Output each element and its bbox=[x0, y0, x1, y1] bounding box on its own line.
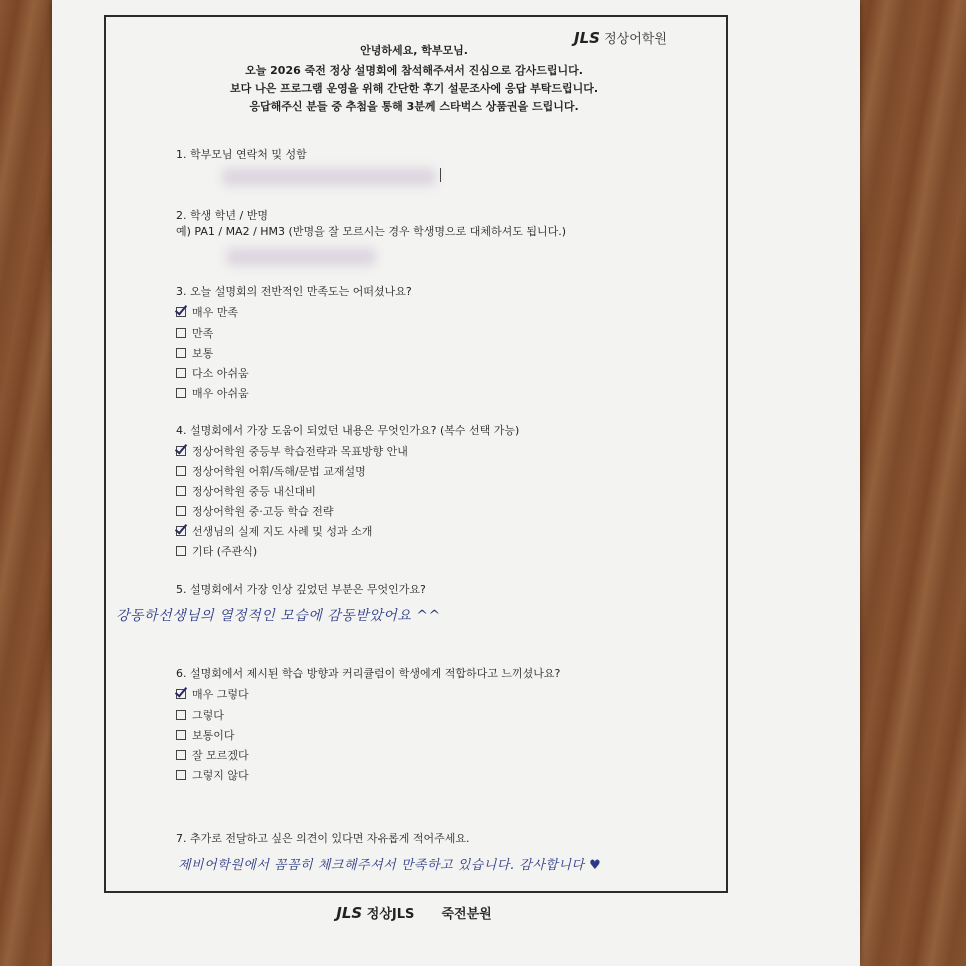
pen-mark bbox=[440, 168, 441, 182]
intro-line-3: 보다 나은 프로그램 운영을 위해 간단한 후기 설문조사에 응답 부탁드립니다. bbox=[229, 82, 599, 95]
checkbox[interactable] bbox=[176, 750, 186, 760]
checkbox[interactable] bbox=[176, 526, 186, 536]
footer-branch-name: 죽전분원 bbox=[441, 907, 492, 922]
q6-option-label: 그렇다 bbox=[192, 709, 224, 722]
footer-brand bbox=[104, 903, 724, 922]
q6-option[interactable] bbox=[176, 686, 249, 702]
checkbox[interactable] bbox=[176, 328, 186, 338]
q6-option[interactable] bbox=[176, 727, 235, 743]
q4-option-label: 선생님의 실제 지도 사례 및 성과 소개 bbox=[192, 525, 373, 538]
header-logo-text: 정상어학원 bbox=[604, 32, 667, 47]
q7-handwritten-answer[interactable]: 제비어학원에서 꼼꼼히 체크해주셔서 만족하고 있습니다. 감사합니다 ♥ bbox=[178, 858, 602, 873]
q3-option-label: 다소 아쉬움 bbox=[192, 367, 249, 380]
q3-option[interactable] bbox=[176, 385, 249, 401]
checkbox[interactable] bbox=[176, 486, 186, 496]
q4-option-label: 정상어학원 중·고등 학습 전략 bbox=[192, 505, 334, 518]
checkbox[interactable] bbox=[176, 388, 186, 398]
q6-option-label: 보통이다 bbox=[192, 729, 235, 742]
question-7-title: 7. 추가로 전달하고 싶은 의견이 있다면 자유롭게 적어주세요. bbox=[176, 832, 470, 845]
redacted-contact bbox=[222, 168, 436, 186]
q3-option[interactable] bbox=[176, 365, 249, 381]
q4-option-label: 정상어학원 중등부 학습전략과 목표방향 안내 bbox=[192, 445, 408, 458]
footer-brand-name: 정상JLS bbox=[366, 907, 415, 922]
q4-option[interactable] bbox=[176, 463, 366, 479]
q6-option-label: 잘 모르겠다 bbox=[192, 749, 249, 762]
checkbox[interactable] bbox=[176, 348, 186, 358]
checkbox[interactable] bbox=[176, 307, 186, 317]
q3-option-label: 매우 만족 bbox=[192, 306, 239, 319]
checkbox[interactable] bbox=[176, 770, 186, 780]
checkbox[interactable] bbox=[176, 546, 186, 556]
q4-option[interactable] bbox=[176, 443, 408, 459]
q4-option[interactable] bbox=[176, 503, 334, 519]
question-1-title: 1. 학부모님 연락처 및 성함 bbox=[176, 148, 307, 161]
q4-option-label: 정상어학원 중등 내신대비 bbox=[192, 485, 316, 498]
checkbox[interactable] bbox=[176, 446, 186, 456]
q3-option-label: 매우 아쉬움 bbox=[192, 387, 249, 400]
checkbox[interactable] bbox=[176, 710, 186, 720]
q4-option-label: 정상어학원 어휘/독해/문법 교재설명 bbox=[192, 465, 366, 478]
checkbox[interactable] bbox=[176, 730, 186, 740]
q3-option-label: 보통 bbox=[192, 347, 214, 360]
q6-option[interactable] bbox=[176, 747, 249, 763]
q4-option[interactable] bbox=[176, 483, 316, 499]
question-2-title: 2. 학생 학년 / 반명 bbox=[176, 209, 268, 222]
q3-option[interactable] bbox=[176, 345, 213, 361]
q3-option[interactable] bbox=[176, 325, 213, 341]
intro-line-4: 응답해주신 분들 중 추첨을 통해 3분께 스타벅스 상품권을 드립니다. bbox=[249, 100, 579, 113]
question-6-title: 6. 설명회에서 제시된 학습 방향과 커리큘럼이 학생에게 적합하다고 느끼셨나요? bbox=[176, 667, 561, 680]
checkbox[interactable] bbox=[176, 689, 186, 699]
checkbox[interactable] bbox=[176, 466, 186, 476]
checkbox[interactable] bbox=[176, 368, 186, 378]
footer-jls-logo-mark: JLS bbox=[336, 904, 363, 922]
jls-logo-mark: JLS bbox=[574, 29, 600, 47]
q6-option[interactable] bbox=[176, 707, 224, 723]
q5-handwritten-answer[interactable]: 강동하선생님의 열정적인 모습에 감동받았어요 ^^ bbox=[116, 608, 441, 624]
intro-line-1: 안녕하세요, 학부모님. bbox=[360, 44, 468, 57]
question-3-title: 3. 오늘 설명회의 전반적인 만족도는 어떠셨나요? bbox=[176, 285, 412, 298]
q3-option-label: 만족 bbox=[192, 327, 214, 340]
q6-option-label: 매우 그렇다 bbox=[192, 688, 249, 701]
question-4-title: 4. 설명회에서 가장 도움이 되었던 내용은 무엇인가요? (복수 선택 가능) bbox=[176, 424, 520, 437]
checkbox[interactable] bbox=[176, 506, 186, 516]
question-5-title: 5. 설명회에서 가장 인상 깊었던 부분은 무엇인가요? bbox=[176, 583, 426, 596]
q6-option[interactable] bbox=[176, 767, 249, 783]
q4-option[interactable] bbox=[176, 523, 372, 539]
q3-option[interactable] bbox=[176, 304, 238, 320]
q6-option-label: 그렇지 않다 bbox=[192, 769, 249, 782]
q4-option-label: 기타 (주관식) bbox=[192, 545, 258, 558]
q4-option[interactable] bbox=[176, 543, 257, 559]
redacted-class bbox=[226, 248, 376, 266]
question-2-example: 예) PA1 / MA2 / HM3 (반명을 잘 모르시는 경우 학생명으로 대체하셔도 됩니다.) bbox=[176, 225, 566, 238]
intro-line-2: 오늘 2026 죽전 정상 설명회에 참석해주셔서 진심으로 감사드립니다. bbox=[245, 64, 583, 77]
